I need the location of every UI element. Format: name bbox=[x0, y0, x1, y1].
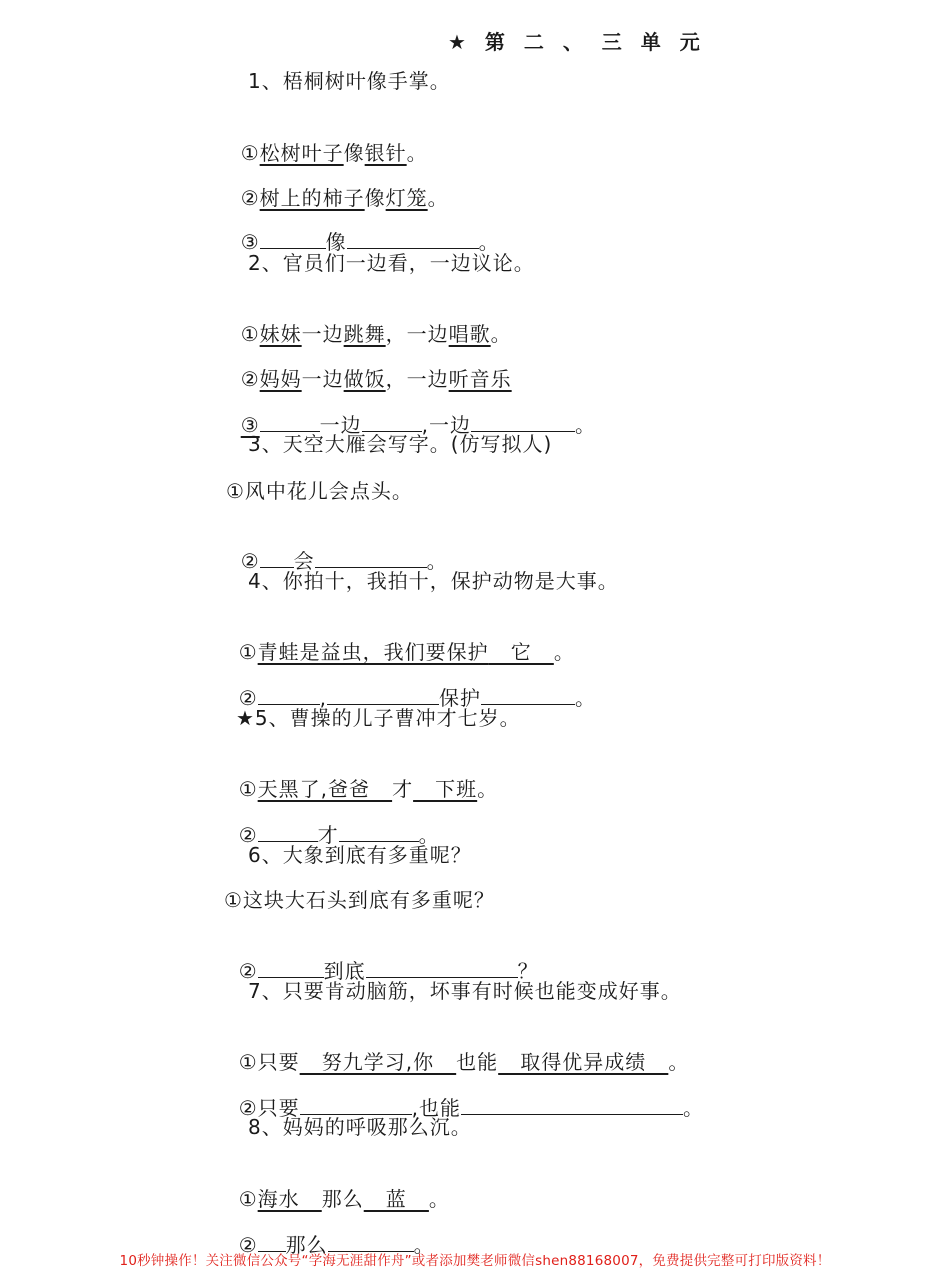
item-number: ② bbox=[240, 367, 260, 391]
punct: 。 bbox=[683, 1096, 705, 1120]
underlined-text: 灯笼 bbox=[385, 186, 428, 210]
text: 才 bbox=[392, 777, 414, 801]
question-3-heading: 3、天空大雁会写字。(仿写拟人) bbox=[248, 432, 553, 456]
item-number: ① bbox=[238, 1187, 258, 1211]
text: ，一边 bbox=[385, 322, 449, 346]
fill-blank[interactable] bbox=[362, 413, 422, 432]
q1-answer-3 bbox=[226, 203, 500, 255]
underlined-text: 下班 bbox=[413, 777, 478, 801]
text: ，一边 bbox=[385, 367, 449, 391]
item-number: ② bbox=[238, 823, 258, 847]
item-number: ① bbox=[238, 777, 258, 801]
underlined-text: 做饭 bbox=[343, 367, 386, 391]
text: ②只要 bbox=[238, 1096, 300, 1120]
underlined-text: 它 bbox=[488, 640, 554, 664]
text: 才 bbox=[317, 823, 339, 847]
item-number: ① bbox=[240, 141, 260, 165]
item-number: ② bbox=[238, 959, 258, 983]
punct: 。 bbox=[490, 322, 512, 346]
fill-blank[interactable] bbox=[260, 549, 294, 568]
fill-blank[interactable] bbox=[258, 823, 318, 842]
text: 像 bbox=[364, 186, 386, 210]
fill-blank[interactable] bbox=[260, 413, 320, 432]
underlined-text: 跳舞 bbox=[343, 322, 386, 346]
text: 一边 bbox=[319, 413, 362, 437]
text: 会 bbox=[293, 549, 315, 573]
item-number: ② bbox=[238, 1233, 258, 1257]
text: 到底 bbox=[323, 959, 366, 983]
q4-answer-1 bbox=[224, 613, 575, 665]
punct: 。 bbox=[478, 230, 500, 254]
underlined-text: 树上的柿子 bbox=[259, 186, 365, 210]
q7-answer-1 bbox=[224, 1023, 689, 1075]
text: 像 bbox=[343, 141, 365, 165]
punct: 。 bbox=[418, 823, 440, 847]
text: 保护 bbox=[439, 686, 482, 710]
underlined-text: 妹妹 bbox=[259, 322, 302, 346]
text: ①只要 bbox=[238, 1050, 300, 1074]
item-number: ② bbox=[238, 686, 258, 710]
item-number: ① bbox=[238, 640, 258, 664]
question-5-heading: ★5、曹操的儿子曹冲才七岁。 bbox=[236, 706, 521, 730]
question-8-heading: 8、妈妈的呼吸那么沉。 bbox=[248, 1115, 472, 1139]
fill-blank[interactable] bbox=[366, 959, 518, 978]
text: , bbox=[319, 686, 328, 710]
text: ,一边 bbox=[421, 413, 472, 437]
fill-blank[interactable] bbox=[471, 413, 575, 432]
punct: 。 bbox=[406, 141, 428, 165]
question-4-heading: 4、你拍十，我拍十，保护动物是大事。 bbox=[248, 569, 619, 593]
punct: ？ bbox=[517, 959, 539, 983]
punct: 。 bbox=[553, 640, 575, 664]
fill-blank[interactable] bbox=[260, 230, 326, 249]
fill-blank[interactable] bbox=[481, 686, 575, 705]
underlined-text: 银针 bbox=[364, 141, 407, 165]
item-number: ③ bbox=[240, 230, 260, 254]
punct: 。 bbox=[477, 777, 499, 801]
punct: 。 bbox=[413, 1233, 435, 1257]
underlined-text: 妈妈 bbox=[259, 367, 302, 391]
fill-blank[interactable] bbox=[315, 549, 427, 568]
question-2-heading: 2、官员们一边看，一边议论。 bbox=[248, 251, 535, 275]
punct: 。 bbox=[428, 1187, 450, 1211]
fill-blank[interactable] bbox=[300, 1096, 412, 1115]
punct: 。 bbox=[668, 1050, 690, 1074]
punct: 。 bbox=[427, 186, 449, 210]
item-number: ② bbox=[240, 186, 260, 210]
item-number: ① bbox=[240, 322, 260, 346]
q8-answer-1 bbox=[224, 1160, 450, 1212]
q4-answer-2 bbox=[224, 659, 596, 711]
punct: 。 bbox=[426, 549, 448, 573]
text: 也能 bbox=[456, 1050, 499, 1074]
page-title: ★ 第 二 、 三 单 元 bbox=[448, 30, 706, 54]
fill-blank[interactable] bbox=[347, 230, 479, 249]
q2-answer-2 bbox=[226, 340, 512, 392]
underlined-text: 海水 bbox=[257, 1187, 322, 1211]
q3-answer-2 bbox=[226, 522, 448, 574]
fill-blank[interactable] bbox=[258, 959, 324, 978]
underlined-text: 努九学习,你 bbox=[299, 1050, 457, 1074]
promo-footer: 10秒钟操作！关注微信公众号“学海无涯甜作舟”或者添加樊老师微信shen88168007，免费提供完整可打印版资料！ bbox=[119, 1253, 831, 1269]
underlined-text: 天黑了,爸爸 bbox=[257, 777, 393, 801]
item-number: ② bbox=[240, 549, 260, 573]
question-7-heading: 7、只要肯动脑筋，坏事有时候也能变成好事。 bbox=[248, 979, 682, 1003]
underlined-text: 听音乐 bbox=[448, 367, 512, 391]
text: 一边 bbox=[301, 367, 344, 391]
text: 一边 bbox=[301, 322, 344, 346]
fill-blank[interactable] bbox=[327, 686, 439, 705]
q5-answer-2 bbox=[224, 796, 440, 848]
underlined-text: 蓝 bbox=[363, 1187, 429, 1211]
q6-answer-1: ①这块大石头到底有多重呢？ bbox=[224, 888, 495, 912]
underlined-text: 唱歌 bbox=[448, 322, 491, 346]
question-6-heading: 6、大象到底有多重呢？ bbox=[248, 843, 472, 867]
punct: 。 bbox=[575, 413, 597, 437]
question-1-heading: 1、梧桐树叶像手掌。 bbox=[248, 69, 451, 93]
item-number: ③ bbox=[240, 413, 260, 437]
q5-answer-1 bbox=[224, 750, 498, 802]
fill-blank[interactable] bbox=[339, 823, 419, 842]
text: 像 bbox=[325, 230, 347, 254]
text: 那么 bbox=[285, 1233, 328, 1257]
fill-blank[interactable] bbox=[258, 686, 320, 705]
underlined-text: 取得优异成绩 bbox=[498, 1050, 669, 1074]
q6-answer-2 bbox=[224, 932, 539, 984]
text: 那么 bbox=[321, 1187, 364, 1211]
text: ,也能 bbox=[411, 1096, 462, 1120]
fill-blank[interactable] bbox=[461, 1096, 683, 1115]
underlined-text: 青蛙是益虫，我们要保护 bbox=[257, 640, 489, 664]
q3-answer-1: ①风中花儿会点头。 bbox=[226, 479, 413, 503]
punct: 。 bbox=[575, 686, 597, 710]
underlined-text: 松树叶子 bbox=[259, 141, 344, 165]
